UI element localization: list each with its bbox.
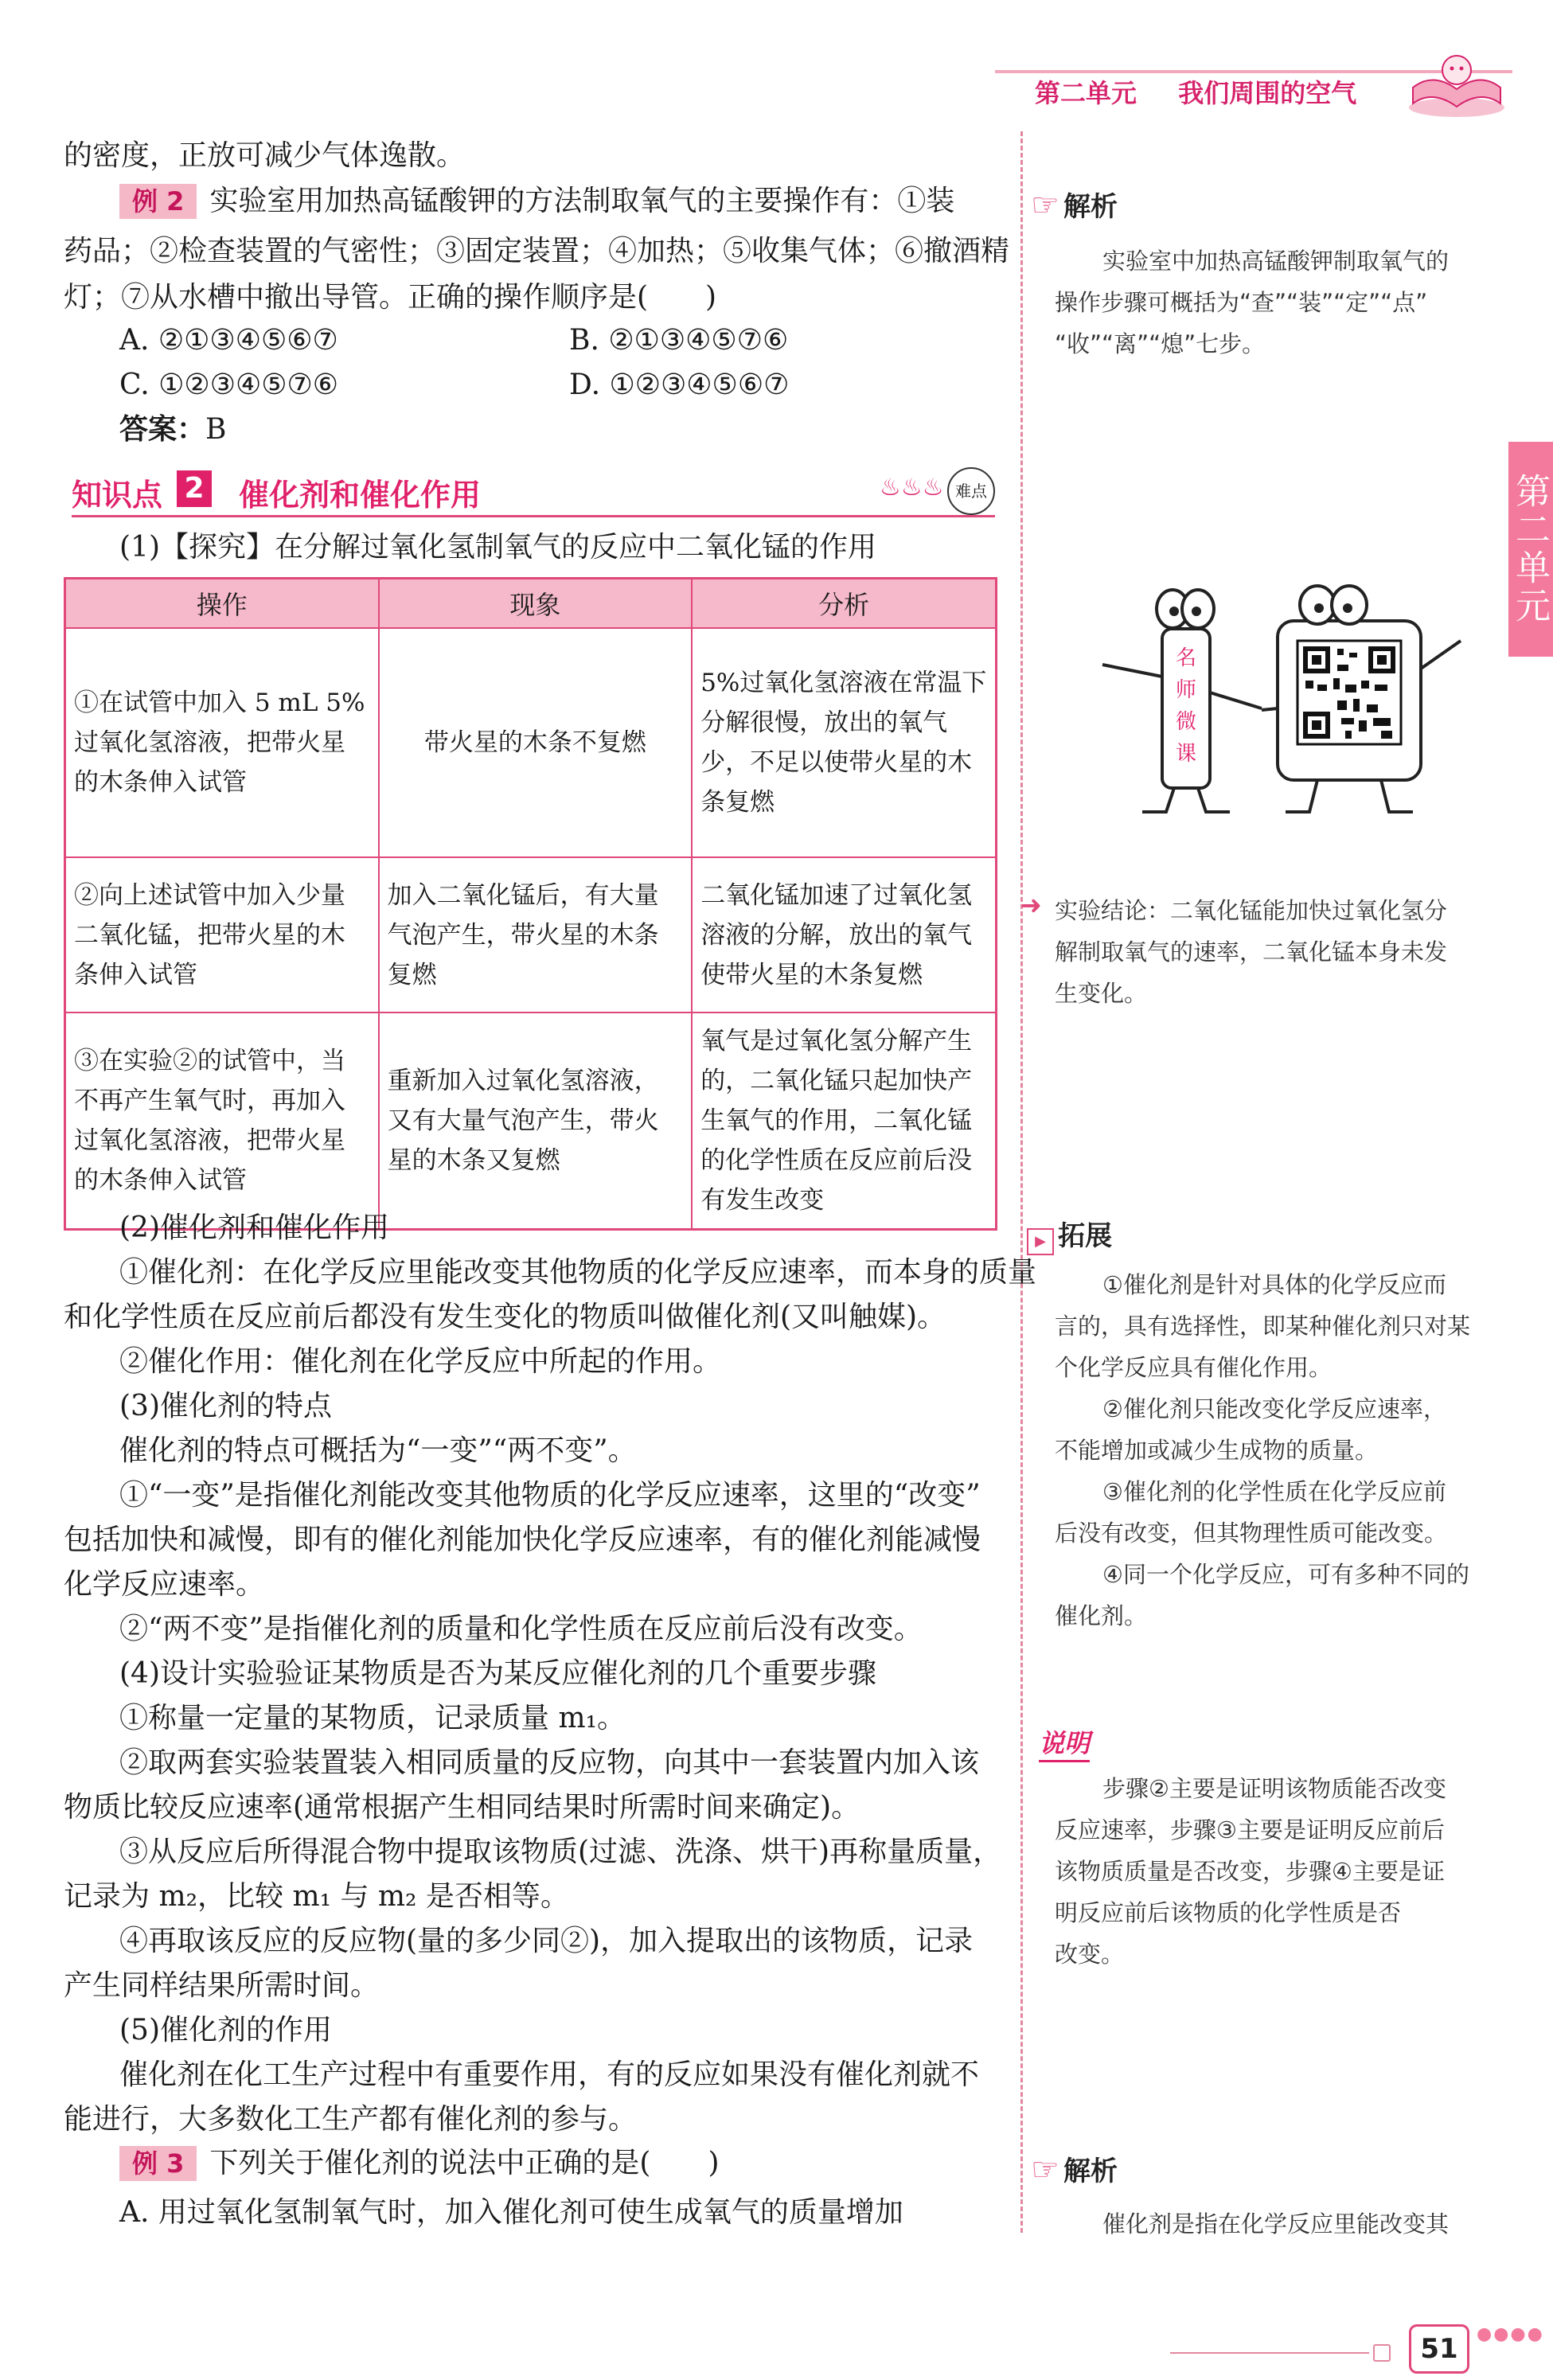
analysis1-title-row	[1031, 185, 1118, 224]
body-line: ②取两套实验装置装入相同质量的反应物，向其中一套装置内加入该	[119, 1746, 980, 1779]
body-line: ①“一变”是指催化剂能改变其他物质的化学反应速率，这里的“改变”	[119, 1479, 981, 1512]
option-d: D. ①②③④⑤⑥⑦	[569, 369, 790, 401]
body-line: (2)催化剂和催化作用	[119, 1211, 389, 1244]
body-line: 产生同样结果所需时间。	[64, 1969, 380, 2002]
analysis1-line: “收”“离”“熄”七步。	[1055, 330, 1266, 357]
example3-line	[119, 2141, 995, 2186]
conclusion-line: 实验结论：二氧化锰能加快过氧化氢分	[1055, 897, 1448, 924]
footer-dots: ●●●●	[1477, 2324, 1544, 2344]
example2-line-2: 药品；②检查装置的气密性；③固定装置；④加热；⑤收集气体；⑥撤酒精	[64, 235, 1010, 267]
table-cell: 重新加入过氧化氢溶液，又有大量气泡产生，带火星的木条又复燃	[379, 1012, 693, 1229]
analysis2-title-row	[1031, 2149, 1118, 2188]
conclusion-line: 生变化。	[1055, 980, 1148, 1007]
body-line: ②“两不变”是指催化剂的质量和化学性质在反应前后没有改变。	[119, 1613, 923, 1645]
table-cell: 5%过氧化氢溶液在常温下分解很慢，放出的氧气少，不足以使带火星的木条复燃	[692, 628, 996, 857]
body-line: (3)催化剂的特点	[119, 1390, 332, 1422]
body-line: ①称量一定量的某物质，记录质量 m₁。	[119, 1702, 626, 1734]
analysis1-line: 实验室中加热高锰酸钾制取氧气的	[1102, 248, 1450, 275]
example2-text-1: 实验室用加热高锰酸钾的方法制取氧气的主要操作有：①装	[209, 185, 955, 217]
answer-line	[119, 408, 995, 452]
example2-line-1	[119, 179, 995, 224]
knowledge-label: 知识点	[72, 478, 163, 513]
side-tab-label: 第二单元	[1509, 473, 1550, 626]
answer-label: 答案：	[119, 413, 206, 446]
mascot-illustration	[1079, 573, 1477, 828]
body-line: 记录为 m₂，比较 m₁ 与 m₂ 是否相等。	[64, 1880, 569, 1913]
analysis1-title: 解析	[1063, 191, 1118, 223]
expand-line: 催化剂。	[1055, 1602, 1148, 1629]
header-phenomenon: 现象	[379, 579, 693, 629]
intro-line: 的密度，正放可减少气体逸散。	[64, 139, 466, 172]
page-number: 51	[1409, 2324, 1469, 2374]
table-row	[65, 628, 997, 857]
body-line: ③从反应后所得混合物中提取该物质(过滤、洗涤、烘干)再称量质量，	[119, 1836, 1002, 1868]
table-cell: 二氧化锰加速了过氧化氢溶液的分解，放出的氧气使带火星的木条复燃	[692, 857, 996, 1012]
explore-title: (1)【探究】在分解过氧化氢制氧气的反应中二氧化锰的作用	[119, 531, 876, 564]
example3-text: 下列关于催化剂的说法中正确的是( )	[209, 2147, 720, 2179]
knowledge-header	[72, 466, 995, 517]
svg-text:微: 微	[1175, 710, 1197, 734]
header-unit-label: 第二单元	[1035, 78, 1137, 108]
difficulty-badge: 难点	[947, 467, 995, 515]
body-line: ①催化剂：在化学反应里能改变其他物质的化学反应速率，而本身的质量	[119, 1256, 1037, 1289]
table-cell: ①在试管中加入 5 mL 5%过氧化氢溶液，把带火星的木条伸入试管	[65, 628, 379, 857]
note-line: 改变。	[1055, 1941, 1125, 1968]
conclusion-line: 解制取氧气的速率，二氧化锰本身未发	[1055, 938, 1448, 966]
knowledge-number: 2	[177, 470, 212, 507]
analysis1-line: 操作步骤可概括为“查”“装”“定”“点”	[1055, 289, 1428, 316]
expand-line: ④同一个化学反应，可有多种不同的	[1102, 1561, 1469, 1588]
pointing-hand-icon: ☞	[1031, 187, 1059, 224]
analysis2-title: 解析	[1063, 2156, 1118, 2187]
note-line: 步骤②主要是证明该物质能否改变	[1102, 1775, 1446, 1802]
footer-small-box-icon	[1373, 2344, 1391, 2362]
table-cell: 带火星的木条不复燃	[379, 628, 693, 857]
note-line: 该物质质量是否改变，步骤④主要是证	[1055, 1858, 1445, 1885]
table-row	[65, 1012, 997, 1229]
table-cell: 加入二氧化锰后，有大量气泡产生，带火星的木条复燃	[379, 857, 693, 1012]
expand-line: 后没有改变，但其物理性质可能改变。	[1055, 1520, 1448, 1547]
option-b: B. ②①③④⑤⑦⑥	[569, 324, 789, 357]
header-analysis: 分析	[692, 579, 996, 629]
play-icon: ▶	[1027, 1228, 1054, 1255]
header-operation: 操作	[65, 579, 379, 629]
expand-line: 不能增加或减少生成物的质量。	[1055, 1437, 1379, 1464]
body-line: 物质比较反应速率(通常根据产生相同结果时所需时间来确定)。	[64, 1791, 860, 1824]
column-divider	[1020, 131, 1025, 2233]
expand-line: ①催化剂是针对具体的化学反应而	[1102, 1271, 1446, 1298]
note-line: 反应速率，步骤③主要是证明反应前后	[1055, 1816, 1445, 1844]
option-a: A. ②①③④⑤⑥⑦	[119, 324, 338, 357]
note-line: 明反应前后该物质的化学性质是否	[1055, 1899, 1402, 1926]
example3-option-a: A. 用过氧化氢制氧气时，加入催化剂可使生成氧气的质量增加	[119, 2196, 903, 2229]
body-line: 催化剂的特点可概括为“一变”“两不变”。	[119, 1434, 637, 1467]
svg-text:师: 师	[1175, 678, 1197, 702]
body-line: 和化学性质在反应前后都没有发生变化的物质叫做催化剂(又叫触媒)。	[64, 1301, 946, 1333]
example2-badge: 例 2	[119, 184, 197, 219]
body-line: (4)设计实验验证某物质是否为某反应催化剂的几个重要步骤	[119, 1657, 876, 1690]
table-cell: 氧气是过氧化氢分解产生的，二氧化锰只起加快产生氧气的作用，二氧化锰的化学性质在反应前后没有发生改变	[692, 1012, 996, 1229]
body-line: 化学反应速率。	[64, 1568, 265, 1601]
expand-title-row	[1027, 1214, 1112, 1255]
expand-title: 拓展	[1058, 1220, 1113, 1252]
expand-line: ②催化剂只能改变化学反应速率，	[1102, 1395, 1446, 1422]
expand-line: ③催化剂的化学性质在化学反应前	[1102, 1478, 1446, 1505]
knowledge-title: 催化剂和催化作用	[239, 478, 482, 513]
svg-text:课: 课	[1175, 742, 1197, 766]
expand-line: 言的，具有选择性，即某种催化剂只对某	[1055, 1313, 1471, 1340]
expand-line: 个化学反应具有催化作用。	[1055, 1354, 1333, 1381]
flame-icons: ♨♨♨	[880, 474, 944, 501]
body-line: ②催化作用：催化剂在化学反应中所起的作用。	[119, 1345, 722, 1378]
header-unit	[1035, 73, 1356, 110]
note-title: 说明	[1039, 1723, 1090, 1762]
pointing-hand-icon: ☞	[1031, 2152, 1059, 2188]
header-title: 我们周围的空气	[1178, 78, 1357, 108]
example2-line-3: 灯；⑦从水槽中撤出导管。正确的操作顺序是( )	[64, 281, 717, 314]
analysis2-line: 催化剂是指在化学反应里能改变其	[1102, 2210, 1450, 2238]
table-row	[65, 857, 997, 1012]
conclusion-arrow-icon: ➜	[1020, 890, 1042, 920]
body-line: (5)催化剂的作用	[119, 2014, 332, 2046]
table-cell: ③在实验②的试管中，当不再产生氧气时，再加入过氧化氢溶液，把带火星的木条伸入试管	[65, 1012, 379, 1229]
table-cell: ②向上述试管中加入少量二氧化锰，把带火星的木条伸入试管	[65, 857, 379, 1012]
body-line: 催化剂在化工生产过程中有重要作用，有的反应如果没有催化剂就不	[119, 2058, 980, 2091]
experiment-table	[64, 577, 997, 1231]
header-book-icon	[1401, 40, 1512, 119]
footer-line	[1170, 2352, 1369, 2354]
option-c: C. ①②③④⑤⑦⑥	[119, 369, 339, 401]
body-line: ④再取该反应的反应物(量的多少同②)，加入提取出的该物质，记录	[119, 1925, 974, 1957]
answer-value: B	[205, 413, 227, 446]
table-header-row	[65, 579, 997, 629]
svg-text:名: 名	[1175, 646, 1197, 670]
body-line: 包括加快和减慢，即有的催化剂能加快化学反应速率，有的催化剂能减慢	[64, 1524, 981, 1556]
example3-badge: 例 3	[119, 2146, 197, 2181]
body-line: 能进行，大多数化工生产都有催化剂的参与。	[64, 2103, 638, 2136]
side-tab	[1508, 442, 1553, 657]
